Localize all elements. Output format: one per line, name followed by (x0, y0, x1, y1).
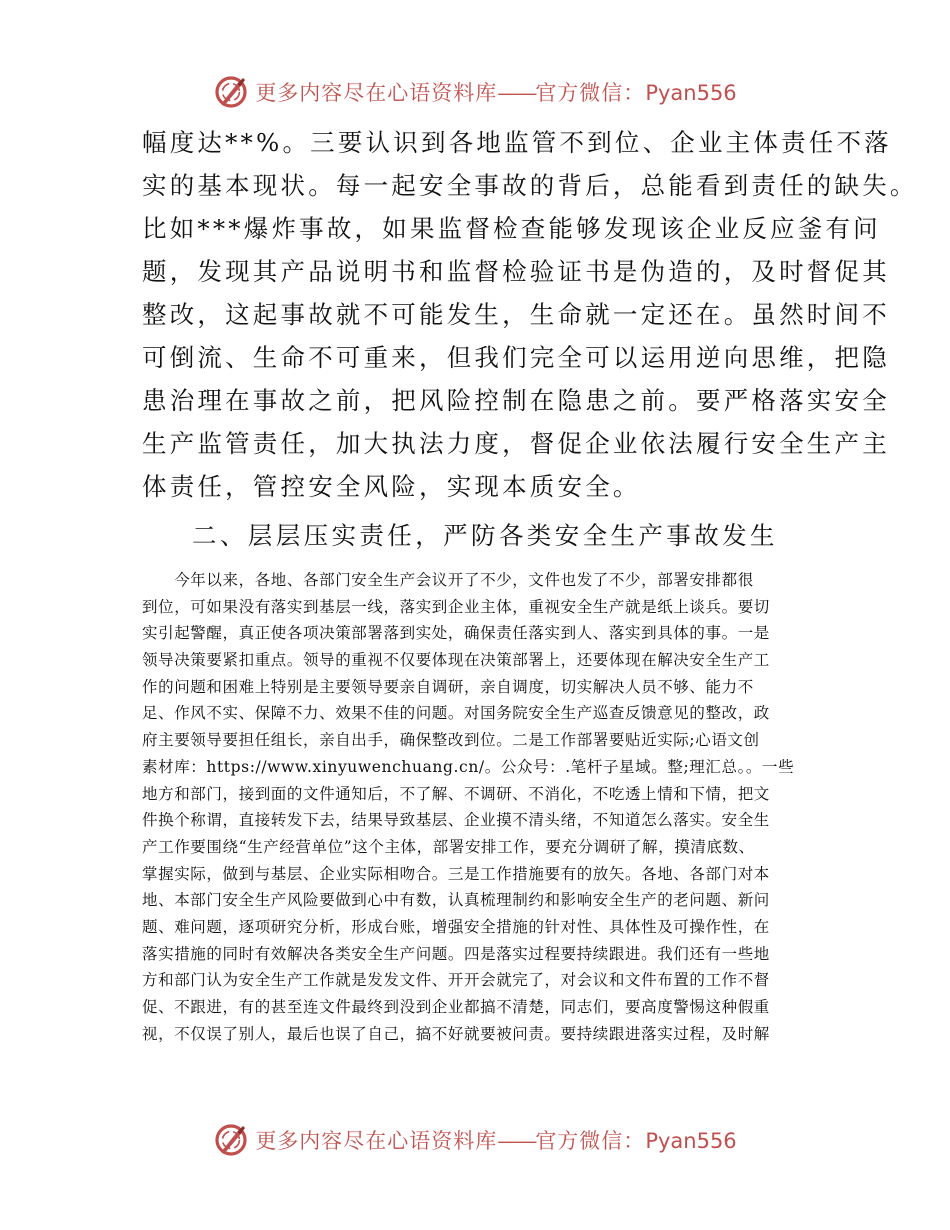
text-line: 可倒流、生命不可重来，但我们完全可以运用逆向思维，把隐 (142, 343, 890, 372)
pen-logo-icon (213, 1122, 249, 1158)
text-line: 比如***爆炸事故，如果监督检查能够发现该企业反应釜有问 (142, 214, 881, 243)
banner-site-name: 更多内容尽在心语资料库 (255, 81, 498, 105)
body-paragraph-large (142, 121, 918, 508)
text-line: 实引起警醒，真正使各项决策部署落到实处，确保责任落实到人、落实到具体的事。一是 (142, 624, 770, 643)
text-line: 体责任，管控安全风险，实现本质安全。 (142, 472, 641, 501)
text-line: 足、作风不实、保障不力、效果不佳的问题。对国务院安全生产巡查反馈意见的整改，政 (142, 704, 770, 723)
banner-dash: —— (497, 1129, 536, 1153)
text-line: 生产监管责任，加大执法力度，督促企业依法履行安全生产主 (142, 429, 890, 458)
text-line: 掌握实际，做到与基层、企业实际相吻合。三是工作措施要有的放矢。各地、各部门对本 (142, 864, 770, 883)
header-banner (0, 72, 950, 112)
pen-logo-icon (213, 74, 249, 110)
banner-text (255, 1125, 736, 1155)
banner-text (255, 77, 736, 107)
text-line: 视，不仅误了别人，最后也误了自己，搞不好就要被问责。要持续跟进落实过程，及时解 (142, 1024, 770, 1043)
body-paragraph-small (142, 567, 814, 1047)
text-line: 题、难问题，逐项研究分析，形成台账，增强安全措施的针对性、具体性及可操作性，在 (142, 917, 770, 936)
text-line: 素材库：https://www.xinyuwenchuang.cn/。公众号：.笔杆子星域。整;理汇总。。一些 (142, 757, 795, 776)
text-line: 今年以来，各地、各部门安全生产会议开了不少，文件也发了不少，部署安排都很 (142, 571, 754, 589)
text-line: 落实措施的同时有效解决各类安全生产问题。四是落实过程要持续跟进。我们还有一些地 (142, 944, 770, 963)
banner-wechat-id: Pyan556 (645, 1129, 737, 1153)
section-heading: 二、层层压实责任，严防各类安全生产事故发生 (192, 521, 778, 550)
banner-wechat-label: 官方微信： (535, 1129, 646, 1153)
text-line: 地、本部门安全生产风险要做到心中有数，认真梳理制约和影响安全生产的老问题、新问 (142, 891, 770, 910)
text-line: 作的问题和困难上特别是主要领导要亲自调研，亲自调度，切实解决人员不够、能力不 (142, 677, 754, 696)
banner-wechat-id: Pyan556 (645, 81, 737, 105)
text-line: 产工作要围绕“生产经营单位”这个主体，部署安排工作，要充分调研了解，摸清底数、 (142, 837, 755, 856)
text-line: 方和部门认为安全生产工作就是发发文件、开开会就完了，对会议和文件布置的工作不督 (142, 971, 770, 990)
banner-dash: —— (497, 81, 536, 105)
text-line: 件换个称谓，直接转发下去，结果导致基层、企业摸不清头绪，不知道怎么落实。安全生 (142, 811, 770, 830)
text-line: 幅度达**%。三要认识到各地监管不到位、企业主体责任不落 (142, 128, 892, 157)
footer-banner (0, 1120, 950, 1160)
text-line: 领导决策要紧扣重点。领导的重视不仅要体现在决策部署上，还要体现在解决安全生产工 (142, 651, 770, 670)
text-line: 府主要领导要担任组长，亲自出手，确保整改到位。二是工作部署要贴近实际;心语文创 (142, 731, 760, 750)
text-line: 整改，这起事故就不可能发生，生命就一定还在。虽然时间不 (142, 300, 890, 329)
banner-wechat-label: 官方微信： (535, 81, 646, 105)
text-line: 到位，可如果没有落实到基层一线，落实到企业主体，重视安全生产就是纸上谈兵。要切 (142, 597, 770, 616)
text-line: 促、不跟进，有的甚至连文件最终到没到企业都搞不清楚，同志们，要高度警惕这种假重 (142, 998, 770, 1016)
banner-site-name: 更多内容尽在心语资料库 (255, 1129, 498, 1153)
text-line: 地方和部门，接到面的文件通知后，不了解、不调研、不消化，不吃透上情和下情，把文 (142, 784, 770, 803)
text-line: 患治理在事故之前，把风险控制在隐患之前。要严格落实安全 (142, 386, 890, 415)
text-line: 题，发现其产品说明书和监督检验证书是伪造的，及时督促其 (142, 257, 890, 286)
text-line: 实的基本现状。每一起安全事故的背后，总能看到责任的缺失。 (142, 171, 918, 200)
